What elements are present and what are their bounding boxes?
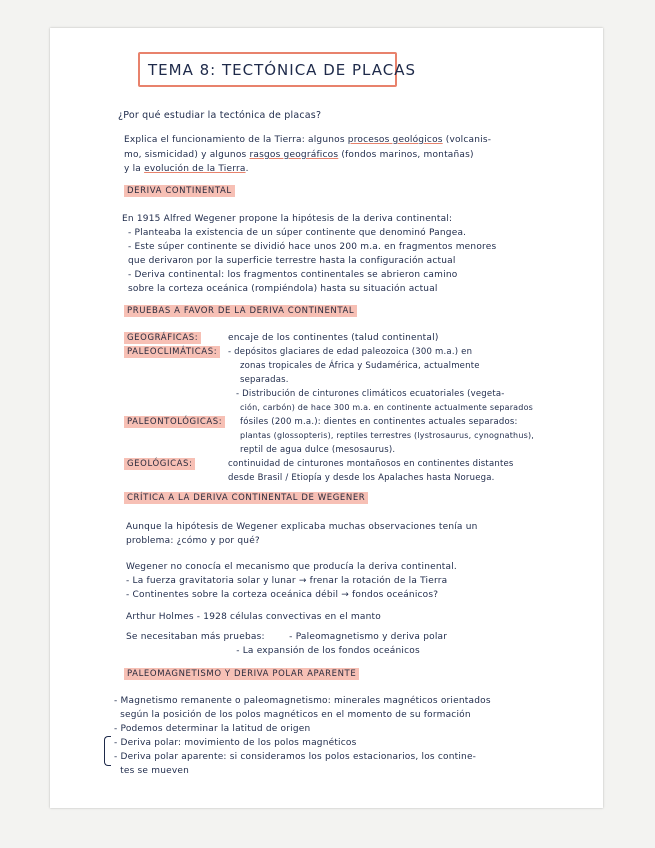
page-title: TEMA 8: TECTÓNICA DE PLACAS <box>148 61 417 79</box>
s1-line: que derivaron por la superficie terrestre hasta la configuración actual <box>128 256 456 266</box>
text-paleoclim: separadas. <box>240 375 289 385</box>
heading-pruebas: PRUEBAS A FAVOR DE LA DERIVA CONTINENTAL <box>124 305 357 317</box>
s3-line: problema: ¿cómo y por qué? <box>126 536 260 546</box>
s3-line: Arthur Holmes - 1928 células convectivas en el manto <box>126 612 381 622</box>
notebook-page <box>50 28 603 808</box>
label-geograficas: GEOGRÁFICAS: <box>124 332 201 344</box>
text-geol: desde Brasil / Etiopía y desde los Apalaches hasta Noruega. <box>228 473 495 483</box>
s1-line: - Este súper continente se dividió hace unos 200 m.a. en fragmentos menores <box>128 242 497 252</box>
intro-line-2-pre: mo, sismicidad) y algunos <box>124 150 250 160</box>
label-paleoclimaticas: PALEOCLIMÁTICAS: <box>124 346 220 358</box>
s4-line: - Podemos determinar la latitud de origen <box>114 724 311 734</box>
s1-line: sobre la corteza oceánica (rompiéndola) hasta su situación actual <box>128 284 438 294</box>
s4-line: tes se mueven <box>114 766 189 776</box>
s3-line: Aunque la hipótesis de Wegener explicaba muchas observaciones tenía un <box>126 522 478 532</box>
s3-line: - La expansión de los fondos oceánicos <box>126 646 420 656</box>
heading-paleomagnetismo: PALEOMAGNETISMO Y DERIVA POLAR APARENTE <box>124 668 359 680</box>
text-paleoclim: - Distribución de cinturones climáticos ecuatoriales (vegeta- <box>236 389 505 399</box>
s3-line: - La fuerza gravitatoria solar y lunar → frenar la rotación de la Tierra <box>126 576 448 586</box>
intro-line-2 <box>124 150 474 160</box>
intro-line-3-pre: y la <box>124 164 145 174</box>
intro-underlined-evolucion: evolución de la Tierra <box>144 164 246 174</box>
text-paleont: reptil de agua dulce (mesosaurus). <box>240 445 396 455</box>
text-paleoclim: zonas tropicales de África y Sudamérica, actualmente <box>240 361 480 371</box>
intro-underlined-rasgos: rasgos geográficos <box>249 150 339 160</box>
intro-line-3 <box>124 164 249 174</box>
s4-line: - Magnetismo remanente o paleomagnetismo: minerales magnéticos orientados <box>114 696 491 706</box>
s4-line: - Deriva polar aparente: si consideramos los polos estacionarios, los contine- <box>114 752 477 762</box>
brace-bracket <box>104 736 111 766</box>
question: ¿Por qué estudiar la tectónica de placas? <box>118 110 322 121</box>
text-geol: continuidad de cinturones montañosos en continentes distantes <box>228 459 514 469</box>
s3-line: Wegener no conocía el mecanismo que producía la deriva continental. <box>126 562 457 572</box>
label-geologicas: GEOLÓGICAS: <box>124 458 195 470</box>
label-paleontologicas: PALEONTOLÓGICAS: <box>124 416 225 428</box>
text-paleont: fósiles (200 m.a.): dientes en continentes actuales separados: <box>240 417 518 427</box>
s1-line: En 1915 Alfred Wegener propone la hipótesis de la deriva continental: <box>122 214 453 224</box>
intro-line-3-post: . <box>245 164 249 174</box>
heading-deriva-continental: DERIVA CONTINENTAL <box>124 185 235 197</box>
s1-line: - Deriva continental: los fragmentos continentales se abrieron camino <box>128 270 458 280</box>
text-paleoclim: - depósitos glaciares de edad paleozoica (300 m.a.) en <box>228 347 473 357</box>
s3-line: Se necesitaban más pruebas: - Paleomagnetismo y deriva polar <box>126 632 448 642</box>
s3-line: - Continentes sobre la corteza oceánica débil → fondos oceánicos? <box>126 590 439 600</box>
intro-line-2-post: (fondos marinos, montañas) <box>338 150 474 160</box>
intro-line-1-pre: Explica el funcionamiento de la Tierra: algunos <box>124 135 348 145</box>
intro-line-1-post: (volcanis- <box>442 135 492 145</box>
text-geograficas: encaje de los continentes (talud continental) <box>228 333 439 343</box>
s1-line: - Planteaba la existencia de un súper continente que denominó Pangea. <box>128 228 467 238</box>
s4-line: según la posición de los polos magnéticos en el momento de su formación <box>114 710 471 720</box>
text-paleont: plantas (glossopteris), reptiles terrestres (lystrosaurus, cynognathus), <box>240 431 535 440</box>
heading-critica: CRÍTICA A LA DERIVA CONTINENTAL DE WEGENER <box>124 492 368 504</box>
s4-line: - Deriva polar: movimiento de los polos magnéticos <box>114 738 357 748</box>
text-paleoclim: ción, carbón) de hace 300 m.a. en continente actualmente separados <box>240 403 534 412</box>
intro-line-1 <box>124 135 491 145</box>
intro-underlined-procesos: procesos geológicos <box>347 135 443 145</box>
